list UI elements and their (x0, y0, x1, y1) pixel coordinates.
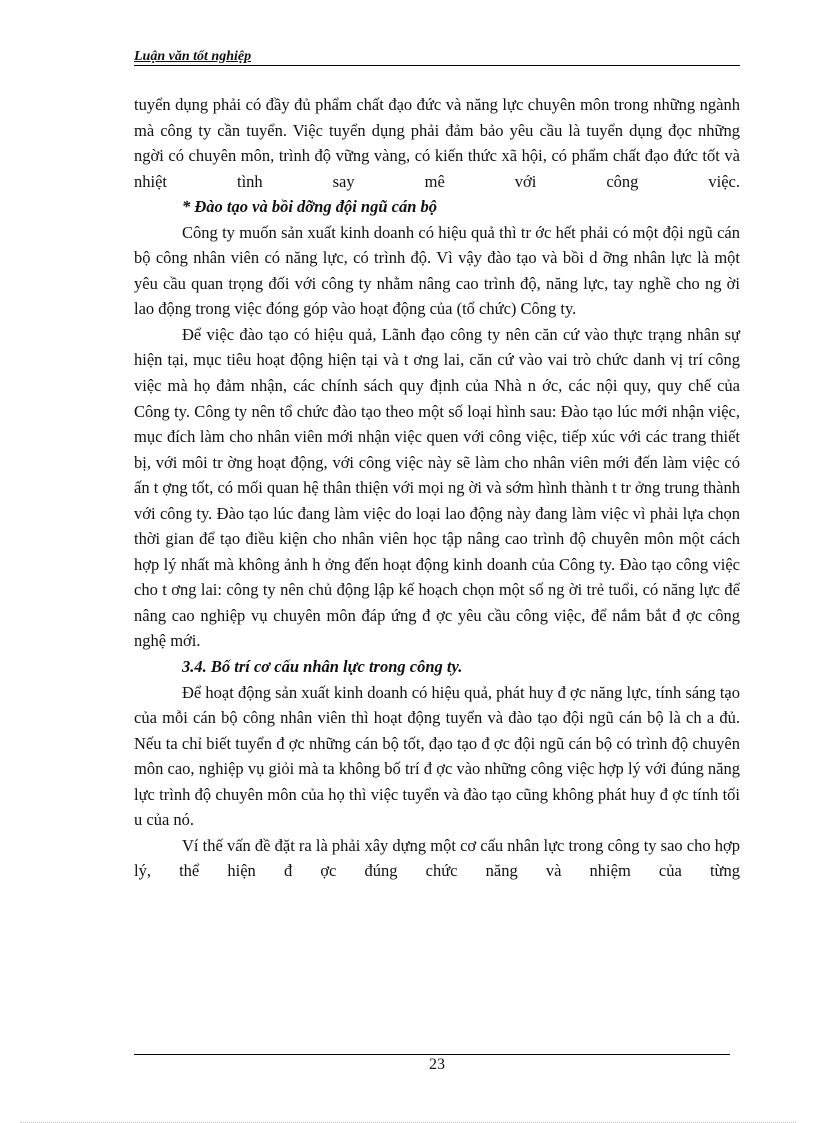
body-paragraph: Để việc đào tạo có hiệu quả, Lãnh đạo công ty nên căn cứ vào thực trạng nhân sự hiện tại, mục tiêu hoạt động hiện tại và t ơng lai, căn cứ vào vai trò chức danh vị trí công việc mà họ đảm nhận, các chính sách quy định của Nhà n ớc, các nội quy, quy chế của Công ty. Công ty nên tổ chức đào tạo theo một số loại hình sau: Đào tạo lúc mới nhận việc, mục đích làm cho nhân viên mới nhận việc quen với công việc, tiếp xúc với các trang thiết bị, với môi tr ờng hoạt động, với công việc này sẽ làm cho nhân viên mới đến làm việc có ấn t ợng tốt, có mối quan hệ thân thiện với mọi ng ời và sớm hình thành t tr ởng trung thành với công ty. Đào tạo lúc đang làm việc do loại lao động này đang làm việc vì phải lựa chọn thời gian để tạo điều kiện cho nhân viên học tập nâng cao trình độ chuyên môn một cách hợp lý nhất mà không ảnh h ởng đến hoạt động kinh doanh của Công ty. Đào tạo công việc cho t ơng lai: công ty nên chủ động lập kế hoạch chọn một số ng ời trẻ tuổi, có năng lực để nâng cao nghiệp vụ chuyên môn đáp ứng đ ợc yêu cầu công việc, để nắm bắt đ ợc công nghệ mới. (134, 324, 740, 651)
page-number: 23 (429, 1056, 445, 1073)
section-heading: * Đào tạo và bồi dỡng đội ngũ cán bộ (182, 197, 438, 217)
section-heading: 3.4. Bố trí cơ cấu nhân lực trong công ty. (182, 657, 463, 677)
page-body (134, 92, 740, 884)
body-paragraph: Để hoạt động sản xuất kinh doanh có hiệu quả, phát huy đ ợc năng lực, tính sáng tạo của mỗi cán bộ công nhân viên thì hoạt động tuyển và đào tạo đội ngũ cán bộ là ch a đủ. Nếu ta chỉ biết tuyển đ ợc những cán bộ tốt, đạo tạo đ ợc đội ngũ cán bộ có trình độ chuyên môn cao, nghiệp vụ giỏi mà ta không bố trí đ ợc vào những công việc hợp lý với đúng năng lực trình độ chuyên môn của họ thì việc tuyển và đào tạo cũng không phát huy đ ợc tính tối u của nó. (134, 682, 740, 830)
body-paragraph: Ví thế vấn đề đặt ra là phải xây dựng một cơ cấu nhân lực trong công ty sao cho hợp lý, thể hiện đ ợc đúng chức năng và nhiệm của từng (134, 835, 740, 881)
body-paragraph: tuyển dụng phải có đầy đủ phẩm chất đạo đức và năng lực chuyên môn trong những ngành mà công ty cần tuyển. Việc tuyển dụng phải đảm bảo yêu cầu là tuyển dụng đọc những ngời có chuyên môn, trình độ vững vàng, có kiến thức xã hội, có phẩm chất đạo đức tốt và nhiệt tình say mê với công việc. (134, 95, 740, 191)
running-header: Luận văn tốt nghiệp (134, 49, 252, 64)
header-rule (134, 65, 740, 66)
body-paragraph: Công ty muốn sản xuất kinh doanh có hiệu quả thì tr ớc hết phải có một đội ngũ cán bộ công nhân viên có năng lực, có trình độ. Vì vậy đào tạo và bồi d ỡng nhân lực là một yêu cầu quan trọng đối với công ty nhằm nâng cao trình độ, năng lực, tay nghề cho ng ời lao động trong việc đóng góp vào hoạt động của (tổ chức) Công ty. (134, 222, 740, 319)
footer-rule (134, 1054, 730, 1055)
